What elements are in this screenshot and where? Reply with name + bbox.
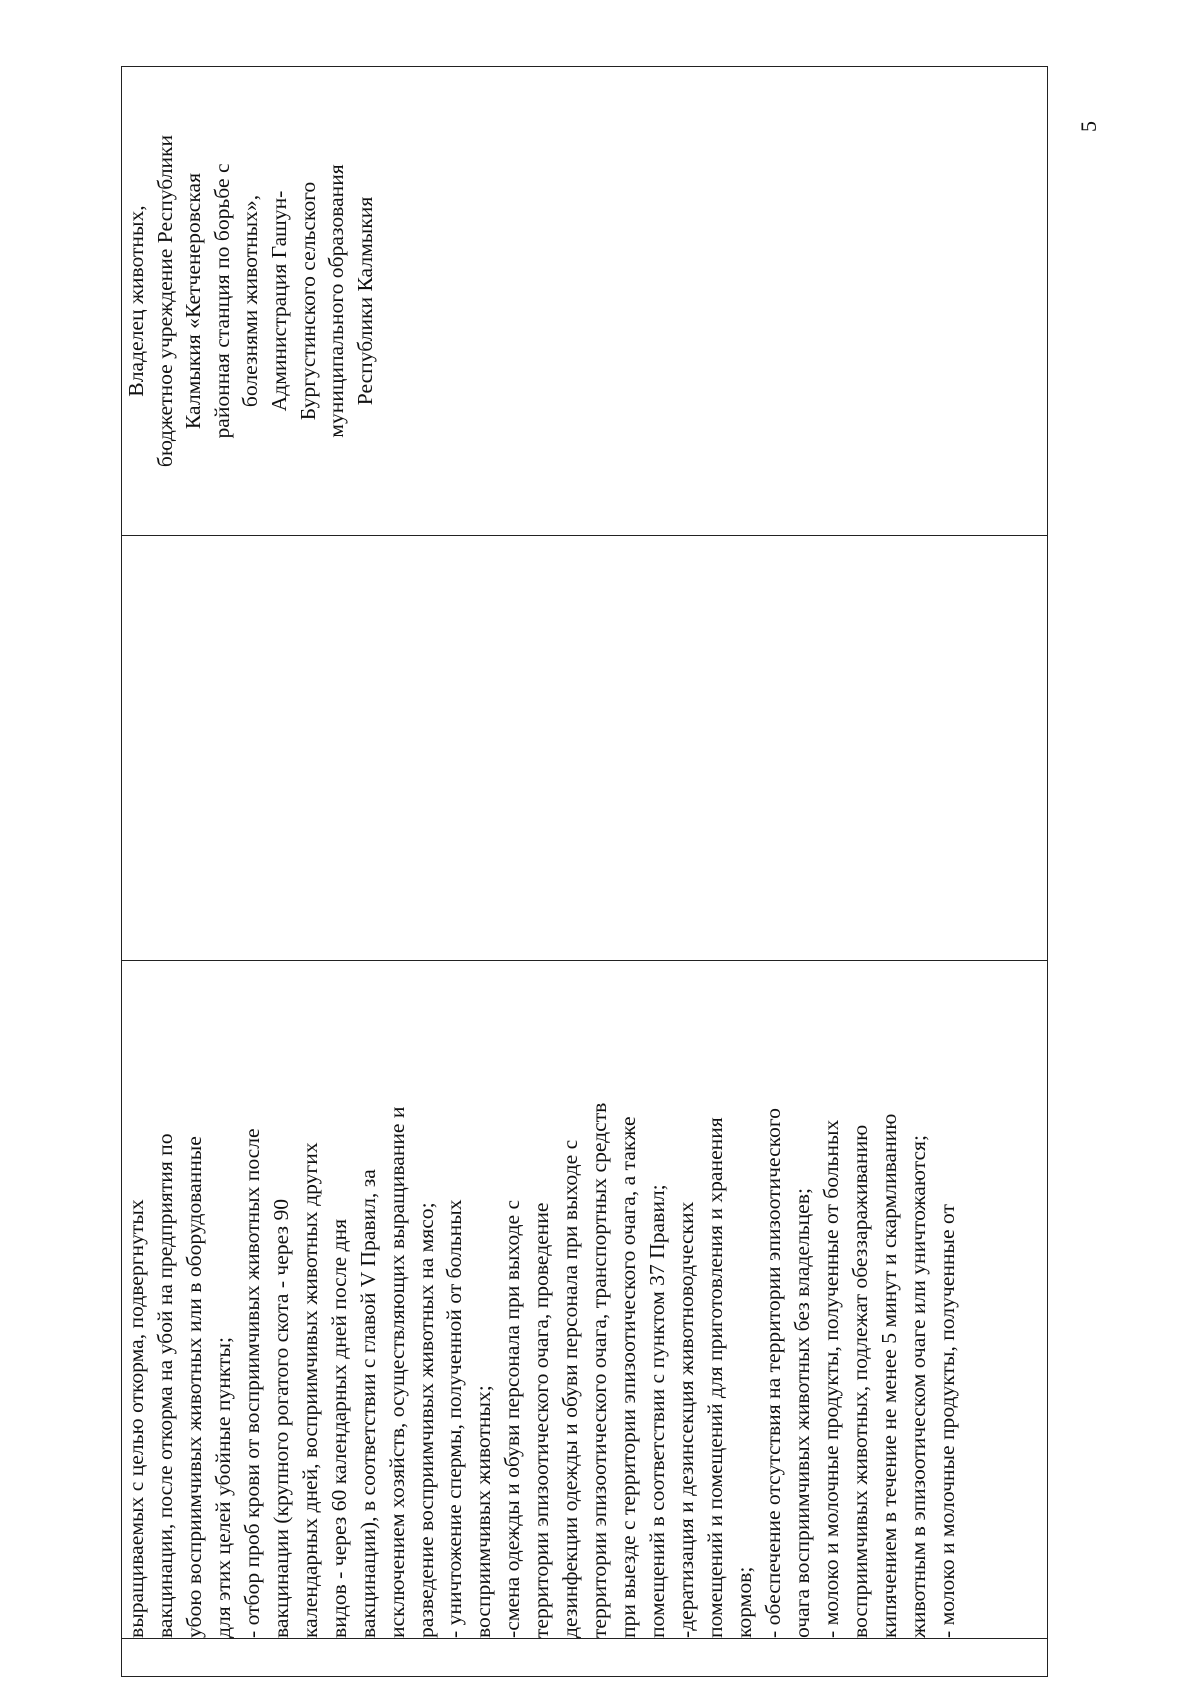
responsible-line: бюджетное учреждение Республики [152, 134, 177, 468]
measures-line: -дератизация и дезинсекция животноводческих [674, 1201, 699, 1638]
responsible-line: Бургустинского сельского [295, 181, 320, 421]
measures-line: выращиваемых с целью откорма, подвергнутых [124, 1199, 148, 1638]
measures-line: вакцинации), в соответствии с главой V Правил, за [355, 1169, 380, 1638]
measures-line: - отбор проб крови от восприимчивых животных после [239, 1128, 264, 1638]
measures-line: - уничтожение спермы, полученной от больных [442, 1199, 467, 1638]
measures-line: для этих целей убойные пункты; [210, 1337, 235, 1638]
responsible-line: Калмыкия «Кетченеровская [181, 172, 206, 430]
measures-line: очага восприимчивых животных без владельцев; [789, 1188, 814, 1638]
measures-line: дезинфекции одежды и обуви персонала при выходе с [558, 1139, 583, 1638]
measures-line: - обеспечение отсутствия на территории эпизоотического [760, 1108, 785, 1638]
measures-line: вакцинации (крупного рогатого скота - через 90 [268, 1198, 293, 1638]
cell-deadline [122, 536, 1048, 961]
measures-line: -смена одежды и обуви персонала при выходе с [500, 1199, 525, 1638]
responsible-line: районная станция по борьбе с [209, 163, 234, 439]
measures-line: территории эпизоотического очага, проведение [529, 1202, 554, 1638]
measures-line: кормов; [732, 1566, 757, 1638]
responsible-line: муниципального образования [324, 164, 349, 438]
measures-line: помещений в соответствии с пунктом 37 Правил; [645, 1184, 670, 1638]
table-row [122, 67, 1048, 1677]
measures-line: видов - через 60 календарных дней после дня [326, 1218, 351, 1638]
measures-line: - молоко и молочные продукты, полученные от больных [818, 1119, 843, 1638]
cell-number [122, 1639, 1048, 1677]
measures-table [121, 66, 1048, 1677]
cell-responsible [122, 67, 1048, 536]
measures-line: вакцинации, после откорма на убой на предприятия по [152, 1133, 177, 1638]
measures-line: восприимчивых животных, подлежат обеззараживанию [847, 1124, 872, 1638]
measures-line: восприимчивых животных; [471, 1385, 496, 1638]
measures-line: разведение восприимчивых животных на мясо; [413, 1202, 438, 1638]
measures-line: помещений и помещений для приготовления и хранения [703, 1117, 728, 1638]
measures-line: кипячением в течение не менее 5 минут и скармливанию [876, 1113, 901, 1638]
measures-line: - молоко и молочные продукты, полученные от [934, 1204, 959, 1638]
responsible-line: болезнями животных», [238, 194, 263, 408]
measures-line: при выезде с территории эпизоотического очага, а также [616, 1116, 641, 1638]
responsible-line: Администрация Гашун- [266, 190, 291, 412]
measures-line: животным в эпизоотическом очаге или уничтожаются; [905, 1135, 930, 1638]
measures-line: территории эпизоотического очага, транспортных средств [587, 1102, 612, 1638]
measures-line: исключением хозяйств, осуществляющих выращивание и [384, 1106, 409, 1638]
page-number: 5 [1076, 121, 1101, 132]
measures-line: календарных дней, восприимчивых животных других [297, 1142, 322, 1638]
cell-measures [122, 961, 1048, 1639]
responsible-line: Владелец животных, [124, 205, 148, 397]
responsible-line: Республики Калмыкия [352, 196, 377, 406]
measures-line: убою восприимчивых животных или в оборудованные [181, 1136, 206, 1638]
rotated-page-content [121, 67, 1101, 1677]
